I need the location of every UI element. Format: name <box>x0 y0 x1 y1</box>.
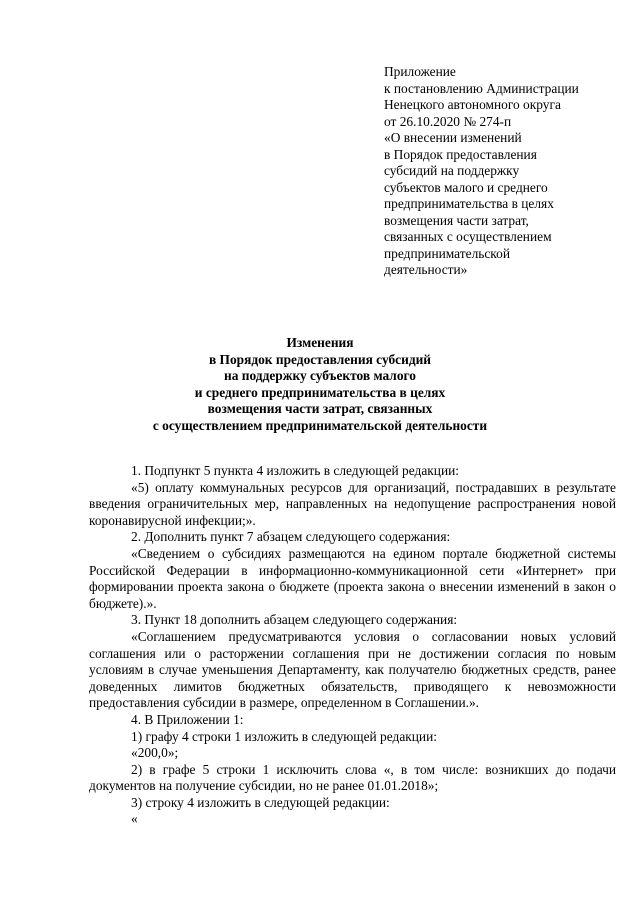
title-line: на поддержку субъектов малого <box>224 368 416 383</box>
appendix-header <box>384 64 614 279</box>
title-line: в Порядок предоставления субсидий <box>208 351 432 367</box>
appendix-line: к постановлению Администрации <box>384 80 579 96</box>
body-paragraph: 3. Пункт 18 дополнить абзацем следующего содержания: <box>131 612 458 628</box>
appendix-line: связанных с осуществлением <box>384 229 552 244</box>
title-line: возмещения части затрат, связанных <box>207 401 433 416</box>
appendix-line: предпринимательства в целях <box>384 196 554 211</box>
body-paragraph: « <box>131 811 138 827</box>
body-paragraph: 1. Подпункт 5 пункта 4 изложить в следующей редакции: <box>131 463 459 478</box>
document-title <box>60 335 580 434</box>
body-paragraph: 2) в графе 5 строки 1 исключить слова «, в том числе: возникших до подачи документов на получение субсидии, но не ранее 01.01.2018»; <box>89 761 616 794</box>
body-paragraph: «Соглашением предусматриваются условия о согласовании новых условий соглашения или о расторжении соглашения при не достижении согласия по новым условиям в случае уменьшения Департаменту, как получателю бюджетных средств, ранее доведенных лимитов бюджетных обязательств, приводящего к невозможности предоставления субсидии в размере, определенном в Соглашении.». <box>89 628 616 711</box>
body-paragraph: 4. В Приложении 1: <box>131 711 244 727</box>
body-paragraph: 3) строку 4 изложить в следующей редакции: <box>131 794 390 810</box>
appendix-line: от 26.10.2020 № 274-п <box>384 113 512 129</box>
appendix-line: Приложение <box>384 64 456 79</box>
appendix-line: возмещения части затрат, <box>384 212 529 228</box>
body-paragraph: «Сведением о субсидиях размещаются на едином портале бюджетной системы Российской Федерации в информационно-коммуникационной сети «Интернет» при формировании проекта закона о бюджете (проекта закона о внесении изменений в закон о бюджете).». <box>89 545 616 611</box>
appendix-line: в Порядок предоставления <box>384 146 537 162</box>
body-paragraph: «5) оплату коммунальных ресурсов для организаций, пострадавших в результате введения ограничительных мер, направленных на недопущение распространения новой коронавирусной инфекции;». <box>89 479 616 528</box>
title-line: Изменения <box>286 335 354 350</box>
body-paragraph: 2. Дополнить пункт 7 абзацем следующего содержания: <box>131 529 451 545</box>
appendix-line: субсидий на поддержку <box>384 163 520 178</box>
appendix-line: субъектов малого и среднего <box>384 179 548 195</box>
appendix-line: деятельности» <box>384 262 468 277</box>
appendix-line: Ненецкого автономного округа <box>384 97 561 112</box>
title-line: и среднего предпринимательства в целях <box>194 384 446 400</box>
body-paragraph: 1) графу 4 строки 1 изложить в следующей редакции: <box>131 728 437 744</box>
title-line: с осуществлением предпринимательской деятельности <box>152 417 488 433</box>
appendix-line: «О внесении изменений <box>384 130 522 145</box>
appendix-line: предпринимательской <box>384 245 510 261</box>
document-body <box>89 463 616 828</box>
body-paragraph: «200,0»; <box>131 745 179 761</box>
